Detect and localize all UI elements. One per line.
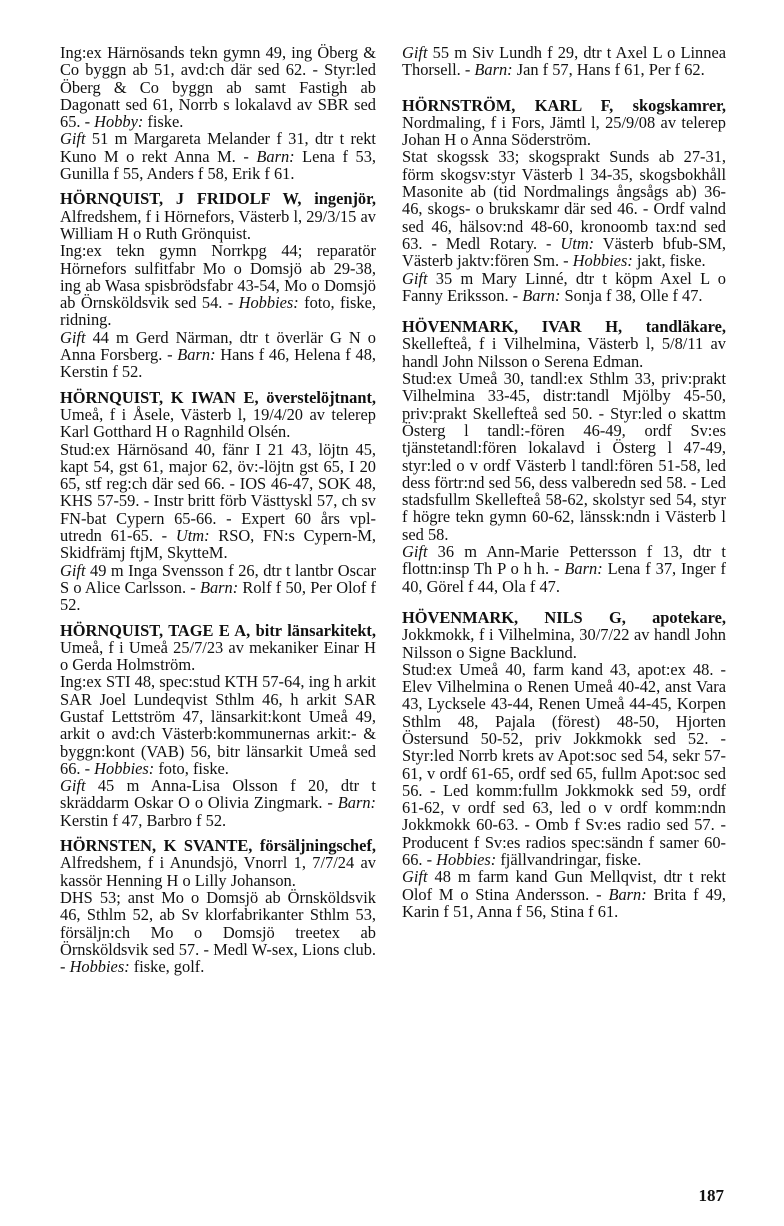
entry-text: Brita f 49, Karin f 51, Anna f 56, Stina f 61.: [402, 884, 726, 921]
entry-paragraph: [60, 777, 376, 829]
utm-label: Utm:: [175, 526, 210, 546]
hobby-label: Hobbies:: [94, 758, 155, 778]
gift-label: Gift: [60, 776, 86, 796]
barn-label: Barn:: [522, 285, 561, 305]
entry-text: Hans f 46, Helena f 48, Kerstin f 52.: [60, 345, 377, 382]
entry-paragraph: [402, 543, 726, 595]
entry-text: DHS 53; anst Mo o Domsjö ab Örnsköldsvik 46, Sthlm 52, ab Sv klorfabrikanter Sthlm 53, försäljn:ch Mo o Domsjö treetex ab Örnsköldsvik sed 57. - Medl W-sex, Lions club. -: [60, 887, 376, 977]
entry-text: Västerb bfub-SM, Västerb jaktv:fören Sm. -: [402, 233, 726, 271]
gift-label: Gift: [60, 560, 86, 580]
entry-text: fiske.: [143, 112, 184, 132]
entry-hovenmark-nils: [402, 609, 726, 920]
entry-name: HÖRNQUIST, J FRIDOLF W, ingenjör,: [60, 189, 376, 209]
hobby-label: Hobbies:: [572, 251, 633, 271]
entry-text: Sonja f 38, Olle f 47.: [560, 285, 703, 305]
entry-text: 55 m Siv Lundh f 29, dtr t Axel L o Linnea Thorsell. -: [402, 43, 726, 80]
entry-name: HÖVENMARK, IVAR H, tandläkare,: [402, 317, 726, 337]
hobby-label: Hobbies:: [238, 293, 299, 313]
entry-text: Kerstin f 47, Barbro f 52.: [60, 810, 227, 830]
entry-text: Stud:ex Umeå 40, farm kand 43, apot:ex 48. - Elev Vilhelmina o Renen Umeå 40-42, anst Vara 43, Lycksele 43-44, Renen Umeå 44-45, Korpen Sthlm 48, Pajala (förest) 48-50, Hjorten Östersund 50-52, priv Jokkmokk sed 52. - Styr:led Norrb krets av Apot:soc sed 54, sekr 57-61, v ordf 61-65, ordf sed 65, fullm Apot:soc sed 56. - Led komm:fullm Jokkmokk sed 59, ordf 61-62, v ordf sed 63, led o v ordf komm:ndn Jokkmokk 60-63. - Omb f Sv:es radio sed 57. - Producent f Sv:es radios spec:sändn f samer 60-66. -: [402, 659, 726, 870]
barn-label: Barn:: [564, 559, 603, 579]
entry-text: foto, fiske, ridning.: [60, 293, 377, 330]
gift-label: Gift: [60, 327, 86, 347]
entry-hornquist-fridolf: [60, 190, 376, 380]
barn-label: Barn:: [199, 577, 239, 597]
entry-paragraph: [60, 242, 376, 328]
entry-text: 49 m Inga Svensson f 26, dtr t lantbr Oscar S o Alice Carlsson. -: [60, 560, 376, 597]
entry-text: Alfredshem, f i Hörnefors, Västerb l, 29/3/15 av William H o Ruth Grönquist.: [60, 206, 376, 243]
entry-paragraph: [402, 318, 726, 370]
entry-paragraph: [402, 868, 726, 920]
entry-text: Jokkmokk, f i Vilhelmina, 30/7/22 av handl John Nilsson o Signe Backlund.: [402, 625, 726, 662]
barn-label: Barn:: [608, 884, 647, 904]
gift-label: Gift: [402, 867, 428, 887]
entry-text: Stat skogssk 33; skogsprakt Sunds ab 27-31, förm skogsv:styr Västerb l 34-35, skogsbokhåll Masonite ab (tid Nordmalings ångsågs ab) 36-46, skogs- o brukskamr där sed 46. - Ordf valnd sed 46, hälsov:nd 48-60, kronoomb tax:nd sed 63. - Medl Rotary. -: [402, 147, 726, 253]
entry-paragraph: [60, 441, 376, 562]
entry-hornsten-svante: [60, 837, 376, 975]
entry-paragraph: [60, 190, 376, 242]
gift-label: Gift: [402, 542, 428, 562]
hobby-label: Hobby:: [94, 112, 144, 132]
hobby-label: Hobbies:: [69, 957, 130, 977]
entry-text: Skellefteå, f i Vilhelmina, Västerb l, 5/8/11 av handl John Nilsson o Serena Edman.: [402, 334, 726, 371]
entry-text: Stud:ex Umeå 30, tandl:ex Sthlm 33, priv:prakt Vilhelmina 33-45, distr:tandl Mjölby 45-50, priv:prakt Skellefteå sed 50. - Styr:led o skattm Österg l tandl:-fören 46-49, ordf Sv:es tjänstetandl:fören lokalavd i Österg l 47-49, styr:led o v ordf Västerb l tandl:fören 51-58, led dess förtr:nd sed 56, dess valberedn sed 58. - Led stadsfullm Skellefteå 58-62, skolstyr sed 54, styr f högre tekn gymn 60-62, länssk:ndn i Västerb l sed 58.: [402, 369, 726, 544]
entry-text: Ing:ex STI 48, spec:stud KTH 57-64, ing h arkit SAR Joel Lundeqvist Sthlm 46, h arkit SAR Gustaf Lettström 47, länsarkit:kont Umeå 49, arkit o avd:ch Västerb:kommunernas arkit:- & byggn:kont (VAB) 56, bitr länsarkit Umeå sed 66. -: [60, 672, 376, 778]
entry-hornquist-iwan: [60, 389, 376, 614]
page-number: 187: [698, 1186, 724, 1205]
entry-text: Ing:ex Härnösands tekn gymn 49, ing Öberg & Co byggn ab 51, avd:ch där sed 62. - Styr:led Öberg & Co byggn ab samt Fastigh ab Dagonatt sed 61, Norrb s lokalavd av SBR sed 65. -: [60, 43, 376, 132]
entry-name: HÖRNSTEN, K SVANTE, försäljningschef,: [60, 836, 376, 856]
entry-hornquist-tage: [60, 622, 376, 830]
entry-continuation: [60, 44, 376, 182]
entry-text: fiske, golf.: [129, 957, 205, 977]
left-column: [60, 44, 376, 983]
entry-paragraph: [60, 673, 376, 777]
entry-text: Nordmaling, f i Fors, Jämtl l, 25/9/08 av telerep Johan H o Anna Söderström.: [402, 112, 726, 150]
entry-text: Stud:ex Härnösand 40, fänr I 21 43, löjtn 45, kapt 54, gst 61, major 62, öv:-löjtn gst 65, I 20 65, stf reg:ch där sed 66. - IOS 46-47, SOK 48, KHS 57-59. - Instr britt förb Västtyskl 57, ch sv FN-bat Cypern 65-66. - Expert 60 års vpl-utredn 61-65. -: [60, 439, 376, 546]
entry-text: fjällvandringar, fiske.: [496, 850, 642, 870]
barn-label: Barn:: [474, 60, 513, 80]
entry-text: Jan f 57, Hans f 61, Per f 62.: [512, 60, 705, 80]
entry-text: 44 m Gerd Närman, dtr t överlär G N o Anna Forsberg. -: [60, 327, 376, 365]
hobby-label: Hobbies:: [436, 850, 497, 870]
entry-paragraph: [402, 148, 726, 269]
gift-label: Gift: [402, 43, 428, 62]
entry-paragraph: [402, 661, 726, 869]
entry-name: HÖRNQUIST, K IWAN E, överstelöjtnant,: [60, 387, 376, 407]
entry-paragraph: [402, 44, 726, 79]
entry-text: foto, fiske.: [154, 758, 229, 778]
entry-text: RSO, FN:s Cypern-M, Skidfrämj ftjM, SkytteM.: [60, 526, 377, 563]
entry-text: Lena f 37, Inger f 40, Görel f 44, Ola f 47.: [402, 559, 727, 596]
entry-text: Umeå, f i Åsele, Västerb l, 19/4/20 av telerep Karl Gotthard H o Ragnhild Olsén.: [60, 404, 376, 442]
entry-text: 36 m Ann-Marie Pettersson f 13, dtr t flottn:insp Th P o h h. -: [402, 542, 726, 579]
entry-paragraph: [60, 622, 376, 674]
entry-paragraph: [402, 97, 726, 149]
entry-paragraph: [60, 44, 376, 130]
gift-label: Gift: [60, 129, 86, 149]
barn-label: Barn:: [177, 345, 216, 365]
entry-text: 45 m Anna-Lisa Olsson f 20, dtr t skräddarm Oskar O o Olivia Zingmark. -: [60, 776, 376, 813]
entry-paragraph: [60, 130, 376, 182]
entry-name: HÖVENMARK, NILS G, apotekare,: [402, 607, 726, 627]
barn-label: Barn:: [337, 793, 376, 813]
entry-paragraph: [60, 837, 376, 889]
gift-label: Gift: [402, 268, 428, 288]
entry-name: HÖRNSTRÖM, KARL F, skogskamrer,: [402, 95, 726, 115]
entry-text: Ing:ex tekn gymn Norrkpg 44; reparatör Hörnefors sulfitfabr Mo o Domsjö ab 29-38, ing ab Wasa spisbrödsfabr 43-54, Mo o Domsjö ab Örnsköldsvik sed 54. -: [60, 241, 376, 313]
entry-text: jakt, fiske.: [632, 251, 706, 271]
entry-text: 35 m Mary Linné, dtr t köpm Axel L o Fanny Eriksson. -: [402, 268, 726, 305]
entry-paragraph: [60, 389, 376, 441]
entry-text: 51 m Margareta Melander f 31, dtr t rekt Kuno M o rekt Anna M. -: [60, 129, 376, 166]
entry-paragraph: [402, 609, 726, 661]
barn-label: Barn:: [256, 146, 295, 166]
entry-name: HÖRNQUIST, TAGE E A, bitr länsarkitekt,: [60, 620, 376, 640]
entry-paragraph: [60, 562, 376, 614]
entry-text: Umeå, f i Umeå 25/7/23 av mekaniker Einar H o Gerda Holmström.: [60, 637, 376, 675]
entry-hovenmark-ivar: [402, 318, 726, 595]
entry-text: 48 m farm kand Gun Mellqvist, dtr t rekt Olof M o Stina Andersson. -: [402, 867, 726, 904]
entry-paragraph: [402, 270, 726, 305]
entry-hornstrom-karl: [402, 97, 726, 305]
entry-continuation: [402, 44, 726, 79]
entry-paragraph: [60, 329, 376, 381]
entry-text: Lena f 53, Gunilla f 55, Anders f 58, Erik f 61.: [60, 146, 377, 184]
entry-paragraph: [402, 370, 726, 543]
right-column: [402, 44, 726, 928]
entry-paragraph: [60, 889, 376, 975]
entry-text: Rolf f 50, Per Olof f 52.: [60, 577, 376, 615]
entry-text: Alfredshem, f i Anundsjö, Vnorrl 1, 7/7/24 av kassör Henning H o Lilly Johanson.: [60, 853, 376, 890]
utm-label: Utm:: [560, 233, 595, 253]
